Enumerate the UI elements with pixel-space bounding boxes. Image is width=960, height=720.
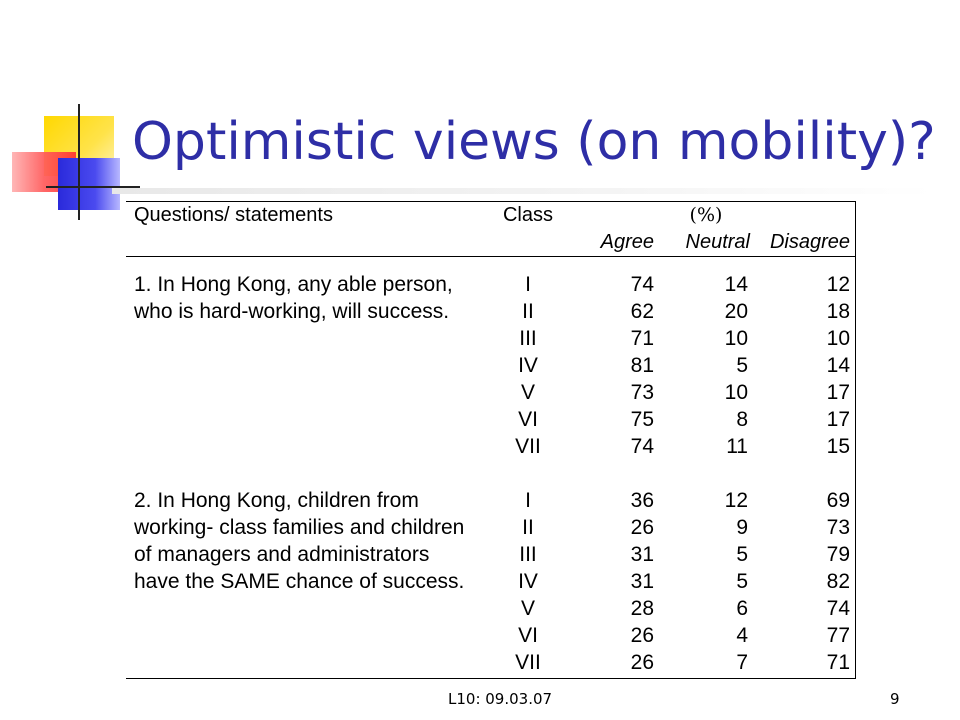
q1-disagree: 15 xyxy=(826,435,850,458)
header-agree: Agree xyxy=(600,231,654,253)
q2-text-line-2: working- class families and children xyxy=(134,516,465,539)
q2-class: I xyxy=(525,489,531,512)
q1-neutral: 10 xyxy=(724,327,748,350)
q2-neutral: 7 xyxy=(736,651,748,674)
q2-agree: 28 xyxy=(630,597,654,620)
decorative-logo xyxy=(0,0,140,220)
q2-class: III xyxy=(519,543,537,566)
table-header-rule xyxy=(126,256,855,257)
q1-agree: 71 xyxy=(630,327,654,350)
q1-agree: 81 xyxy=(630,354,654,377)
slide-title: Optimistic views (on mobility)? xyxy=(132,112,936,172)
table-bottom-rule xyxy=(126,678,855,679)
header-disagree: Disagree xyxy=(769,231,850,253)
q2-disagree: 79 xyxy=(826,543,850,566)
q1-class: V xyxy=(520,381,535,404)
q2-class: VII xyxy=(515,651,541,674)
header-percent: (%) xyxy=(689,204,723,226)
q1-class: IV xyxy=(518,354,538,377)
q2-agree: 31 xyxy=(630,570,654,593)
q2-disagree: 74 xyxy=(826,597,850,620)
q2-agree: 26 xyxy=(630,516,654,539)
q1-agree: 62 xyxy=(630,300,654,323)
q2-text-line-4: have the SAME chance of success. xyxy=(134,570,465,593)
q1-class: II xyxy=(522,300,534,323)
q1-class: I xyxy=(525,273,531,296)
q1-neutral: 5 xyxy=(736,354,748,377)
q1-neutral: 8 xyxy=(736,408,748,431)
q1-class: VI xyxy=(518,408,538,431)
q2-agree: 36 xyxy=(630,489,654,512)
q1-neutral: 11 xyxy=(726,435,748,458)
q2-disagree: 71 xyxy=(826,651,850,674)
q1-class: VII xyxy=(515,435,541,458)
q2-neutral: 5 xyxy=(736,570,748,593)
header-neutral: Neutral xyxy=(685,231,750,253)
q2-class: II xyxy=(522,516,534,539)
header-class: Class xyxy=(502,204,553,226)
q2-disagree: 77 xyxy=(826,624,850,647)
q2-text-line-1: 2. In Hong Kong, children from xyxy=(134,489,419,512)
q2-neutral: 9 xyxy=(736,516,748,539)
q1-neutral: 20 xyxy=(724,300,748,323)
page-number: 9 xyxy=(890,690,900,708)
header-questions: Questions/ statements xyxy=(134,204,333,226)
logo-vertical-line xyxy=(78,104,80,220)
q1-disagree: 10 xyxy=(826,327,850,350)
q2-neutral: 12 xyxy=(724,489,748,512)
q1-text-line-2: who is hard-working, will success. xyxy=(134,300,450,323)
q2-neutral: 4 xyxy=(736,624,748,647)
q2-disagree: 82 xyxy=(826,570,850,593)
q1-agree: 74 xyxy=(630,273,654,296)
q1-agree: 75 xyxy=(630,408,654,431)
q2-neutral: 6 xyxy=(736,597,748,620)
q2-agree: 26 xyxy=(630,624,654,647)
q1-class: III xyxy=(519,327,537,350)
q2-class: IV xyxy=(518,570,538,593)
q1-disagree: 18 xyxy=(826,300,850,323)
q1-disagree: 17 xyxy=(826,381,850,404)
q1-disagree: 14 xyxy=(826,354,850,377)
q1-disagree: 17 xyxy=(826,408,850,431)
q2-agree: 31 xyxy=(630,543,654,566)
q1-agree: 73 xyxy=(630,381,654,404)
q2-neutral: 5 xyxy=(736,543,748,566)
title-underline xyxy=(112,188,934,194)
q1-neutral: 10 xyxy=(724,381,748,404)
q2-agree: 26 xyxy=(630,651,654,674)
q2-disagree: 73 xyxy=(826,516,850,539)
footer-date: L10: 09.03.07 xyxy=(448,690,553,708)
logo-blue-square xyxy=(58,158,120,210)
q1-text-line-1: 1. In Hong Kong, any able person, xyxy=(134,273,453,296)
q2-class: VI xyxy=(518,624,538,647)
q2-disagree: 69 xyxy=(826,489,850,512)
q1-disagree: 12 xyxy=(826,273,850,296)
q1-neutral: 14 xyxy=(724,273,748,296)
q1-agree: 74 xyxy=(630,435,654,458)
q2-class: V xyxy=(520,597,535,620)
q2-text-line-3: of managers and administrators xyxy=(134,543,430,566)
